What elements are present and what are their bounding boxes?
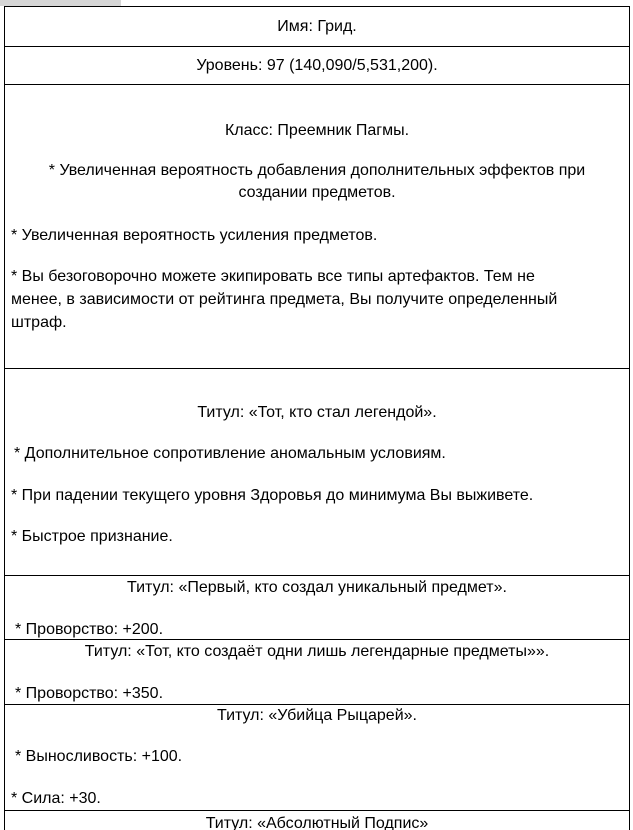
title-legend-effect-3: * Быстрое признание. bbox=[11, 528, 173, 545]
title-knight-slayer-effect-1: * Выносливость: +100. bbox=[15, 748, 183, 765]
title-only-legendary-effect-1: * Проворство: +350. bbox=[15, 685, 164, 702]
row-title-first-unique bbox=[5, 575, 629, 639]
class-effect-1-line-1: * Увеличенная вероятность добавления дополнительных эффектов при bbox=[48, 162, 586, 179]
class-effect-3-line-1: * Вы безоговорочно можете экипировать все типы артефактов. Тем не bbox=[11, 268, 535, 285]
row-level bbox=[5, 46, 629, 84]
row-name bbox=[5, 6, 629, 46]
row-title-knight-slayer bbox=[5, 704, 629, 810]
title-legend-effect-2: * При падении текущего уровня Здоровья до минимума Вы выживете. bbox=[11, 487, 534, 504]
class-effect-1-line-2: создании предметов. bbox=[238, 184, 396, 201]
title-first-unique-effect-1: * Проворство: +200. bbox=[15, 621, 164, 638]
class-title: Класс: Преемник Пагмы. bbox=[224, 122, 410, 139]
row-title-only-legendary bbox=[5, 639, 629, 704]
row-class bbox=[5, 84, 629, 368]
title-legend-effect-1: * Дополнительное сопротивление аномальным условиям. bbox=[14, 445, 446, 462]
title-first-unique-heading: Титул: «Первый, кто создал уникальный предмет». bbox=[127, 579, 507, 596]
name-text: Имя: Грид. bbox=[277, 18, 357, 35]
class-effect-3-line-3: штраф. bbox=[11, 314, 67, 331]
title-knight-slayer-effect-2: * Сила: +30. bbox=[11, 790, 101, 807]
cut-off-partial-heading: Титул: «Абсолютный Подпис» bbox=[205, 815, 429, 830]
row-cut-off bbox=[5, 810, 629, 830]
class-effect-3-line-2: менее, в зависимости от рейтинга предмета, Вы получите определенный bbox=[11, 291, 558, 308]
class-effect-2: * Увеличенная вероятность усиления предметов. bbox=[11, 227, 378, 244]
level-text: Уровень: 97 (140,090/5,531,200). bbox=[196, 57, 438, 74]
character-status-table bbox=[4, 6, 630, 830]
row-title-legend bbox=[5, 368, 629, 575]
title-only-legendary-heading: Титул: «Тот, кто создаёт одни лишь легендарные предметы»». bbox=[84, 643, 550, 660]
title-legend-heading: Титул: «Тот, кто стал легендой». bbox=[197, 404, 437, 421]
title-knight-slayer-heading: Титул: «Убийца Рыцарей». bbox=[217, 707, 417, 724]
